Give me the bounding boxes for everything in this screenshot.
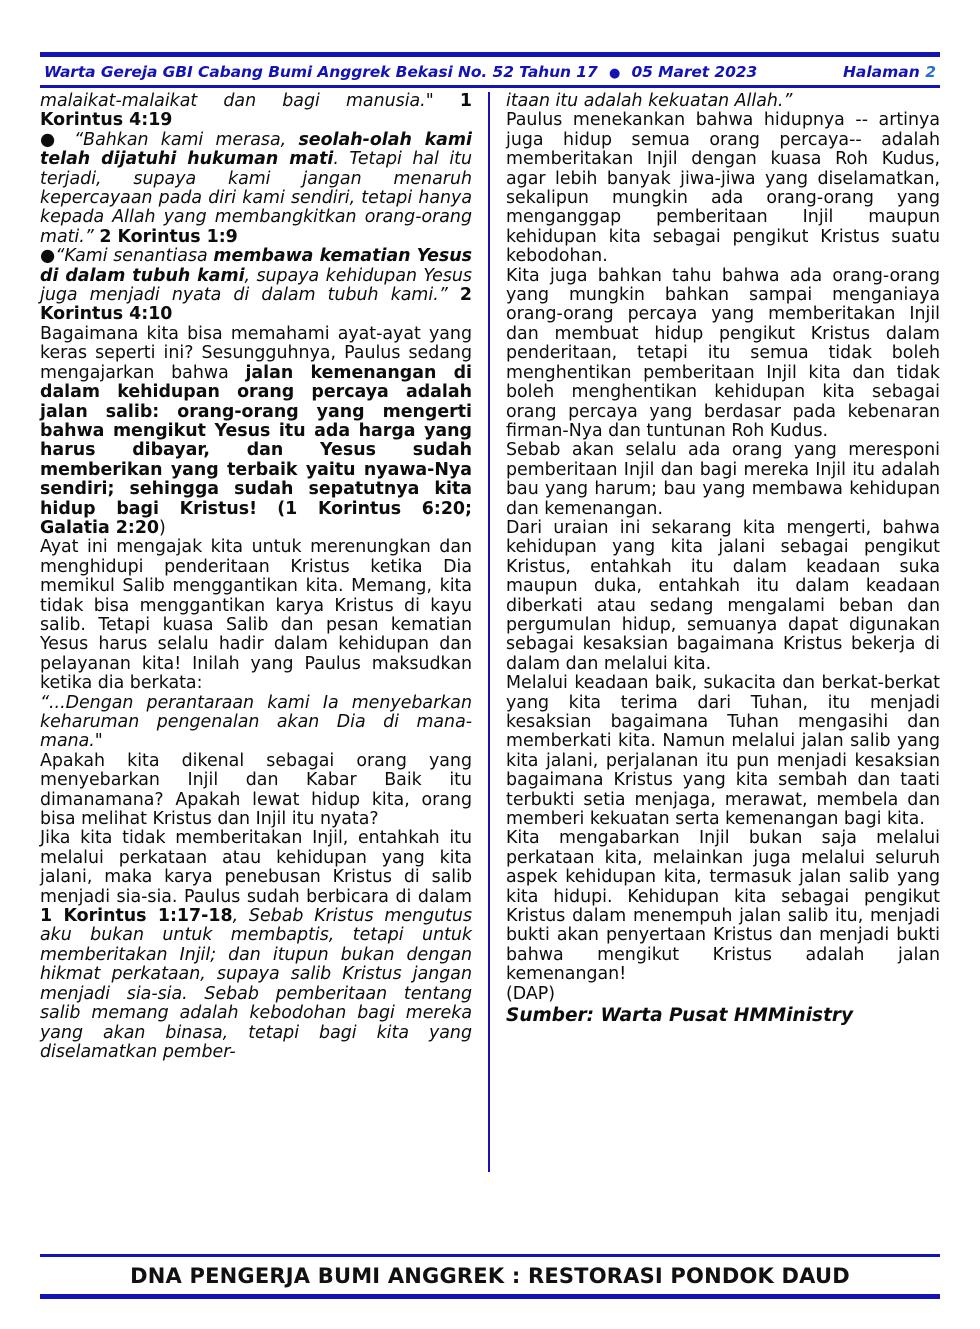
header-bullet-icon: ●	[608, 66, 621, 81]
header-right-text	[843, 63, 936, 81]
newsletter-page	[0, 52, 980, 1329]
verse-text-emphasis: seolah-olah kami telah dijatuhi hukuman mati	[40, 129, 472, 170]
verse-reference: 2 Korintus 1:9	[99, 226, 238, 247]
header-page-number: 2	[925, 63, 936, 81]
verse-text-part-a: “Kami senantiasa	[55, 246, 208, 267]
header-issue-text: Warta Gereja GBI Cabang Bumi Anggrek Bekasi No. 52 Tahun 17	[44, 63, 598, 81]
verse-text: malaikat-malaikat dan bagi manusia."	[40, 91, 434, 111]
verse-text-part-c: , supaya kehidupan Yesus juga menjadi nyata di dalam tubuh kami.”	[40, 265, 472, 306]
verse-text: , Sebab Kristus mengutus aku bukan untuk membaptis, tetapi untuk memberitakan Injil; dan itupun bukan dengan hikmat perkataan, supaya salib Kristus jangan menjadi sia-sia. Sebab pemberitaan tentang salib memang adalah kebodohan bagi mereka yang akan binasa, tetapi bagi kita yang diselamatkan pember-	[40, 906, 472, 1062]
footer-divider-top	[40, 1254, 940, 1257]
paragraph-right-3: Sebab akan selalu ada orang yang meresponi pemberitaan Injil dan bagi mereka Injil itu adalah bau yang harum; bau yang membawa kehidupan dan kemenangan.	[506, 440, 940, 519]
footer-tagline: DNA PENGERJA BUMI ANGGREK : RESTORASI PONDOK DAUD	[130, 1264, 850, 1288]
body-text: Bagaimana kita bisa memahami ayat-ayat yang keras seperti ini? Sesungguhnya, Paulus sedang mengajarkan bahwa	[40, 323, 472, 383]
paragraph-right-1: Paulus menekankan bahwa hidupnya -- artinya juga hidup semua orang percaya-- adalah memberitakan Injil dengan kuasa Roh Kudus, agar lebih banyak jiwa-jiwa yang diselamatkan, sekalipun mungkin ada orang-orang yang menganggap pemberitaan Injil maupun kehidupan kita sebagai pengikut Kristus suatu kebodohan.	[506, 110, 940, 267]
paragraph-right-4: Dari uraian ini sekarang kita mengerti, bahwa kehidupan yang kita jalani sebagai pengikut Kristus, entahkah itu dalam keadaan suka maupun duka, entahkah itu dalam keadaan diberkati atau sedang mengalami beban dan pergumulan hidup, semuanya dapat digunakan sebagai kesaksian bagaimana Kristus bekerja di dalam dan melalui kita.	[506, 517, 940, 674]
verse-text-part-a: “Bahkan kami merasa,	[74, 129, 287, 150]
verse-text-part-c: . Tetapi hal itu terjadi, supaya kami jangan menaruh kepercayaan pada diri kami sendiri, tetapi hanya kepada Allah yang membangkitkan orang-orang mati.”	[40, 149, 472, 247]
header-page-label: Halaman	[842, 63, 920, 81]
paren-open: (	[277, 498, 286, 519]
author-initials: (DAP)	[506, 983, 556, 1004]
verse-reference: 1 Korintus 1:17-18	[40, 906, 233, 927]
paragraph-explanation-2: Ayat ini mengajak kita untuk merenungkan dan menghidupi penderitaan Kristus ketika Dia memikul Salib menggantikan kita. Memang, kita tidak bisa menggantikan karya Kristus di kayu salib. Tetapi kuasa Salib dan pesan kematian Yesus harus selalu hadir dalam kehidupan dan pelayanan kita! Inilah yang Paulus maksudkan ketika dia berkata:	[40, 537, 472, 694]
bullet-icon: ●	[40, 129, 62, 150]
body-text-emphasis: jalan kemenangan di dalam kehidupan orang percaya adalah jalan salib: orang-orang yang mengerti bahwa mengikut Yesus itu ada harga yang harus dibayar, dan Yesus sudah memberikan yang terbaik yaitu nyawa-Nya sendiri; sehingga sudah sepatutnya kita hidup bagi Kristus!	[40, 362, 472, 519]
body-text: Jika kita tidak memberitakan Injil, entahkah itu melalui perkataan atau kehidupan yang kita jalani, maka karya penebusan Kristus di salib menjadi sia-sia. Paulus sudah berbicara di dalam	[40, 828, 472, 907]
right-column	[490, 92, 940, 1172]
paragraph-verse-1-corinthians-4-19	[40, 92, 472, 131]
verse-text-emphasis: membawa kematian Yesus di dalam tubuh kami	[40, 246, 472, 286]
left-column	[40, 92, 490, 1172]
paragraph-verse-continuation: itaan itu adalah kekuatan Allah.”	[506, 91, 793, 111]
page-header	[40, 57, 940, 85]
verse-reference: 1 Korintus 4:19	[40, 91, 472, 131]
paragraph-verse-2-corinthians-1-9	[40, 131, 472, 247]
article-body	[40, 92, 940, 1172]
paragraph-verse-2-corinthians-4-10	[40, 247, 472, 325]
paren-close: )	[159, 517, 166, 538]
verse-reference: 1 Korintus 6:20; Galatia 2:20	[40, 498, 472, 538]
article-source: Sumber: Warta Pusat HMMinistry	[506, 1005, 854, 1027]
bullet-icon: ●	[40, 246, 56, 267]
paragraph-right-5: Melalui keadaan baik, sukacita dan berkat-berkat yang kita terima dari Tuhan, itu menjadi kesaksian bagaimana Tuhan mengasihi dan memberkati kita. Namun melalui jalan salib yang kita jalani, perjalanan itu pun menjadi kesaksian bagaimana Kristus yang kita sembah dan taati terbukti setia menjaga, merawat, membela dan memberi kekuatan serta kemenangan bagi kita.	[506, 673, 940, 830]
header-left-text	[44, 63, 757, 81]
footer-divider-bottom	[40, 1294, 940, 1299]
paragraph-explanation-3	[40, 829, 472, 1062]
verse-reference: 2 Korintus 4:10	[40, 285, 472, 325]
header-date: 05 Maret 2023	[631, 63, 758, 81]
paragraph-right-6: Kita mengabarkan Injil bukan saja melalui perkataan kita, melainkan juga melalui seluruh aspek kehidupan kita, termasuk jalan salib yang kita hidupi. Kehidupan kita sebagai pengikut Kristus dalam menempuh jalan salib itu, menjadi bukti akan penyertaan Kristus dan menjadi bukti bahwa mengikut Kristus adalah jalan kemenangan!	[506, 828, 940, 985]
paragraph-right-2: Kita juga bahkan tahu bahwa ada orang-orang yang mungkin bahkan sampai menganiaya orang-orang percaya yang memberitakan Injil dan membuat hidup pengikut Kristus dalam penderitaan, tetapi itu semua tidak boleh menghentikan pemberitaan Injil kita dan tidak boleh menghentikan kehidupan kita sebagai orang percaya yang berdasar pada kebenaran firman-Nya dan tuntunan Roh Kudus.	[506, 265, 940, 441]
header-divider	[40, 85, 940, 88]
paragraph-quote: “...Dengan perantaraan kami Ia menyebarkan keharuman pengenalan akan Dia di mana-mana."	[40, 692, 472, 752]
paragraph-question: Apakah kita dikenal sebagai orang yang menyebarkan Injil dan Kabar Baik itu dimanamana? Apakah lewat hidup kita, orang bisa melihat Kristus dan Injil itu nyata?	[40, 750, 472, 830]
paragraph-explanation-1	[40, 325, 472, 538]
